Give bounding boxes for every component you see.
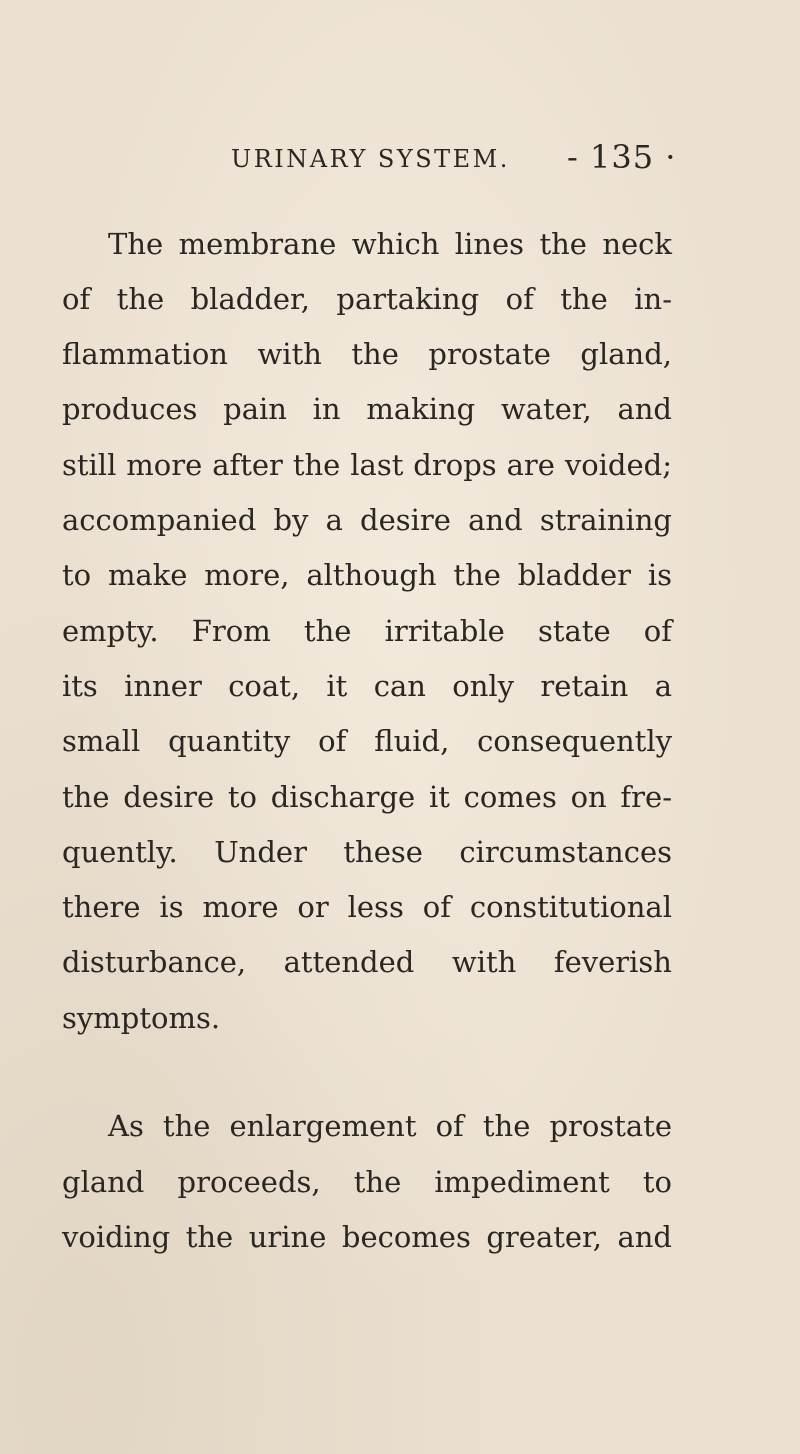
text-line: still more after the last drops are voided; (62, 448, 672, 482)
text-line: As the enlargement of the prostate (108, 1109, 672, 1143)
text-line: accompanied by a desire and straining (62, 503, 672, 537)
text-line: of the bladder, partaking of the in- (62, 282, 672, 316)
text-line: gland proceeds, the impediment to (62, 1165, 672, 1199)
text-line: quently. Under these circumstances (62, 835, 672, 869)
text-line: its inner coat, it can only retain a (62, 669, 672, 703)
text-line: symptoms. (62, 1001, 221, 1035)
running-head-title: URINARY SYSTEM. (231, 145, 510, 173)
text-line: small quantity of fluid, consequently (62, 724, 672, 758)
text-line: disturbance, attended with feverish (62, 945, 672, 979)
text-line: produces pain in making water, and (62, 392, 672, 426)
text-line: The membrane which lines the neck (108, 227, 672, 261)
text-line: empty. From the irritable state of (62, 614, 672, 648)
text-line: to make more, although the bladder is (62, 558, 672, 592)
text-line: voiding the urine becomes greater, and (62, 1220, 672, 1254)
text-line: the desire to discharge it comes on fre- (62, 780, 672, 814)
page-number: - 135 · (567, 138, 677, 176)
text-line: there is more or less of constitutional (62, 890, 672, 924)
running-head (231, 138, 677, 189)
text-line: flammation with the prostate gland, (62, 337, 672, 371)
